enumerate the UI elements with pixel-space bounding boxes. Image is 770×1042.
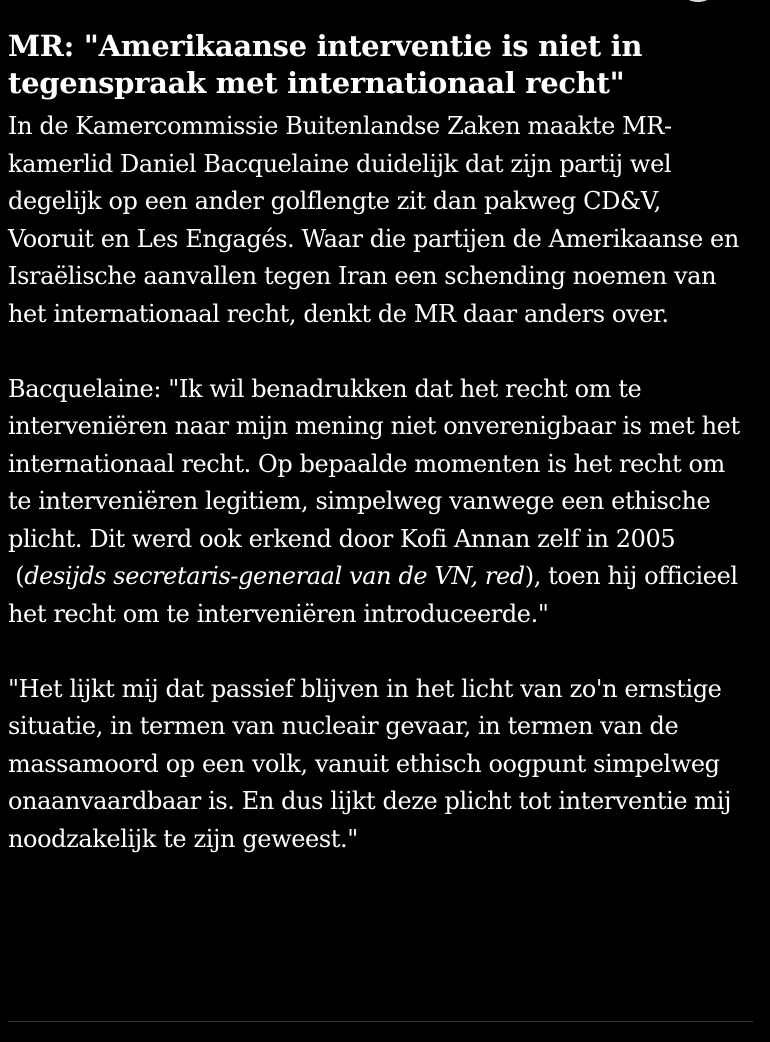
quote-1-text-end: ), toen hij officieel het recht om te interveniëren introduceerde." (8, 562, 738, 628)
top-partial-icon (684, 0, 712, 2)
article-body (8, 108, 753, 858)
paragraph-quote-1 (8, 371, 753, 634)
paragraph-gap (8, 633, 753, 671)
article-headline: MR: "Amerikaanse interventie is niet in tegenspraak met internationaal recht" (8, 29, 643, 100)
article (8, 28, 753, 858)
editor-note: desijds secretaris-generaal van de VN, red (24, 562, 525, 590)
paragraph-gap (8, 333, 753, 371)
paragraph-intro: In de Kamercommissie Buitenlandse Zaken maakte MR-kamerlid Daniel Bacquelaine duidelijk dat zijn partij wel degelijk op een ander golflengte zit dan pakweg CD&V, Vooruit en Les Engagés. Waar die partijen de Amerikaanse en Israëlische aanvallen tegen Iran een schending noemen van het internationaal recht, denkt de MR daar anders over. (8, 112, 739, 328)
paragraph-quote-2: "Het lijkt mij dat passief blijven in het licht van zo'n ernstige situatie, in termen van nucleair gevaar, in termen van de massamoord op een volk, vanuit ethisch oogpunt simpelweg onaanvaardbaar is. En dus lijkt deze plicht tot interventie mij noodzakelijk te zijn geweest." (8, 674, 732, 853)
divider (8, 1021, 753, 1022)
quote-1-text: Bacquelaine: "Ik wil benadrukken dat het recht om te interveniëren naar mijn mening niet onverenigbaar is met het internationaal recht. Op bepaalde momenten is het recht om te interveniëren legitiem, simpelweg vanwege een ethische plicht. Dit werd ook erkend door Kofi Annan zelf in 2005 ( (8, 374, 740, 590)
